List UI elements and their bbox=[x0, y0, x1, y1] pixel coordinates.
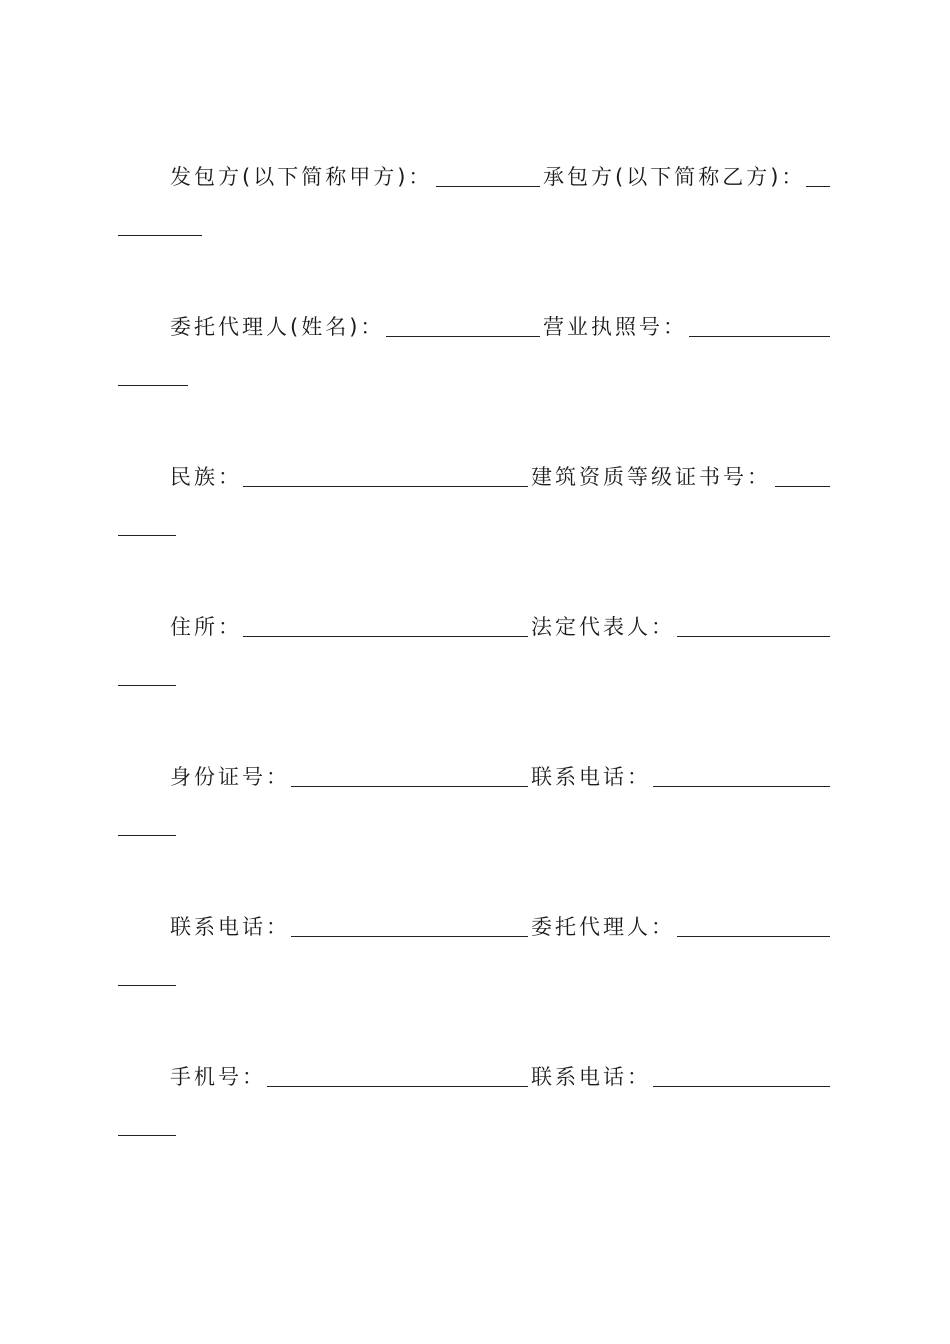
agent-name-blank[interactable] bbox=[386, 336, 540, 337]
contact-phone-blank-a[interactable] bbox=[291, 936, 528, 937]
party-row-4 bbox=[0, 614, 950, 714]
agent-blank-b-continued[interactable] bbox=[118, 985, 176, 986]
business-license-blank-continued[interactable] bbox=[118, 385, 188, 386]
address-label: 住所： bbox=[170, 615, 242, 639]
contractor-party-b-label: 承包方(以下简称乙方)： bbox=[543, 165, 806, 189]
contact-phone-blank-b2-continued[interactable] bbox=[118, 1135, 176, 1136]
legal-representative-blank-continued[interactable] bbox=[118, 685, 176, 686]
contact-phone-blank-b-continued[interactable] bbox=[118, 835, 176, 836]
qualification-cert-blank-continued[interactable] bbox=[118, 535, 176, 536]
business-license-label: 营业执照号： bbox=[543, 315, 687, 339]
id-number-blank[interactable] bbox=[291, 786, 528, 787]
mobile-number-label: 手机号： bbox=[170, 1065, 266, 1089]
party-b-blank[interactable] bbox=[806, 186, 830, 187]
contact-phone-label-b: 联系电话： bbox=[531, 765, 651, 789]
party-row-2 bbox=[0, 314, 950, 414]
contact-phone-label-b2: 联系电话： bbox=[531, 1065, 651, 1089]
legal-representative-blank[interactable] bbox=[677, 636, 830, 637]
qualification-cert-blank[interactable] bbox=[775, 486, 830, 487]
party-row-3 bbox=[0, 464, 950, 564]
id-number-label: 身份证号： bbox=[170, 765, 290, 789]
party-row-1 bbox=[0, 164, 950, 264]
contractor-party-a-label: 发包方(以下简称甲方)： bbox=[170, 165, 433, 189]
address-blank[interactable] bbox=[243, 636, 528, 637]
contact-phone-blank-b2[interactable] bbox=[653, 1086, 830, 1087]
agent-name-label: 委托代理人(姓名)： bbox=[170, 315, 385, 339]
qualification-cert-label: 建筑资质等级证书号： bbox=[531, 465, 771, 489]
party-row-6 bbox=[0, 914, 950, 1014]
party-row-5 bbox=[0, 764, 950, 864]
contact-phone-label-a: 联系电话： bbox=[170, 915, 290, 939]
legal-representative-label: 法定代表人： bbox=[531, 615, 675, 639]
party-a-blank[interactable] bbox=[436, 186, 540, 187]
ethnicity-label: 民族： bbox=[170, 465, 242, 489]
business-license-blank[interactable] bbox=[689, 336, 830, 337]
contact-phone-blank-b[interactable] bbox=[653, 786, 830, 787]
ethnicity-blank[interactable] bbox=[243, 486, 528, 487]
party-row-7 bbox=[0, 1064, 950, 1164]
party-b-blank-continued[interactable] bbox=[118, 235, 202, 236]
mobile-number-blank[interactable] bbox=[267, 1086, 528, 1087]
agent-label-b: 委托代理人： bbox=[531, 915, 675, 939]
agent-blank-b[interactable] bbox=[677, 936, 830, 937]
